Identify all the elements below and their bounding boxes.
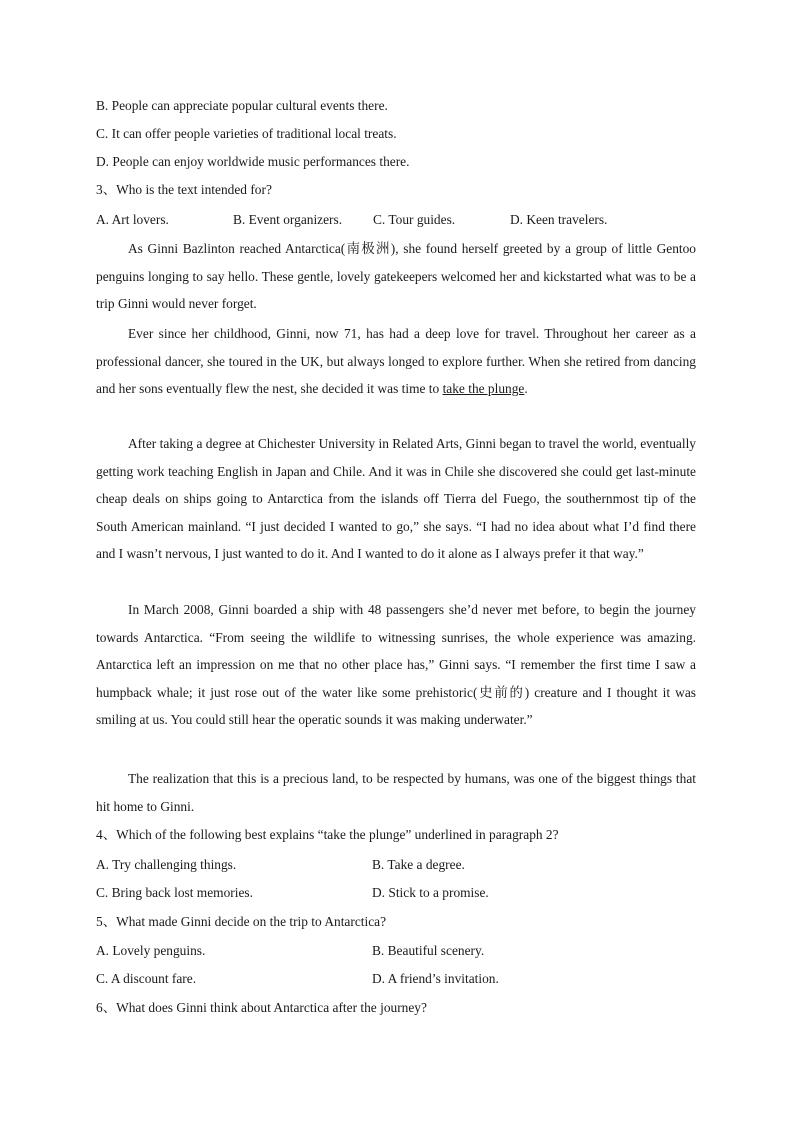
passage-paragraph-4: In March 2008, Ginni boarded a ship with 48 passengers she’d never met before, to begin the journey towards Antarctica. “From seeing the wildlife to witnessing sunrises, the whole experience was amazing. Antarctica left an impression on me that no other place has,” Ginni says. “I remember the first time I saw a humpback whale; it just rose out of the water like some prehistoric(史前的) creature and I thought it was smiling at us. You could still hear the operatic sounds it was making underwater.” [96, 602, 696, 728]
q4-option-a: A. Try challenging things. [96, 857, 237, 872]
q4-option-d: D. Stick to a promise. [372, 885, 489, 900]
passage-paragraph-2 [96, 320, 696, 403]
underlined-phrase: take the plunge [442, 381, 525, 397]
prev-option-d: D. People can enjoy worldwide music performances there. [96, 154, 410, 169]
q3-option-a: A. Art lovers. [96, 212, 169, 227]
q4-option-c: C. Bring back lost memories. [96, 885, 253, 900]
q5-option-c: C. A discount fare. [96, 971, 197, 986]
paragraph-2-end: . [524, 381, 528, 397]
q5-option-d: D. A friend’s invitation. [372, 971, 499, 986]
question-4: 4、Which of the following best explains “take the plunge” underlined in paragraph 2? [96, 827, 559, 842]
question-5: 5、What made Ginni decide on the trip to Antarctica? [96, 914, 387, 929]
q3-option-c: C. Tour guides. [373, 212, 456, 227]
prev-option-b: B. People can appreciate popular cultural events there. [96, 98, 388, 113]
passage-paragraph-1: As Ginni Bazlinton reached Antarctica(南极洲), she found herself greeted by a group of little Gentoo penguins longing to say hello. These gentle, lovely gatekeepers welcomed her and kickstarted what was to be a trip Ginni would never forget. [96, 241, 696, 312]
q3-option-d: D. Keen travelers. [510, 212, 608, 227]
passage-paragraph-3: After taking a degree at Chichester University in Related Arts, Ginni began to travel the world, eventually getting work teaching English in Japan and Chile. And it was in Chile she discovered she could get last-minute cheap deals on ships going to Antarctica from the islands off Tierra del Fuego, the southernmost tip of the South American mainland. “I just decided I wanted to go,” she says. “I had no idea about what I’d find there and I wasn’t nervous, I just wanted to do it. And I wanted to do it alone as I always prefer it that way.” [96, 436, 696, 562]
q5-option-a: A. Lovely penguins. [96, 943, 206, 958]
question-3: 3、Who is the text intended for? [96, 182, 272, 197]
question-6: 6、What does Ginni think about Antarctica after the journey? [96, 1000, 427, 1015]
q4-option-b: B. Take a degree. [372, 857, 465, 872]
q3-option-b: B. Event organizers. [233, 212, 343, 227]
paragraph-2-text: Ever since her childhood, Ginni, now 71, has had a deep love for travel. Throughout her career as a professional dancer, she toured in the UK, but always longed to explore further. When she retired from dancing and her sons eventually flew the nest, she decided it was time to [96, 326, 696, 397]
prev-option-c: C. It can offer people varieties of traditional local treats. [96, 126, 397, 141]
q5-option-b: B. Beautiful scenery. [372, 943, 485, 958]
passage-paragraph-5: The realization that this is a precious land, to be respected by humans, was one of the biggest things that hit home to Ginni. [96, 771, 696, 814]
